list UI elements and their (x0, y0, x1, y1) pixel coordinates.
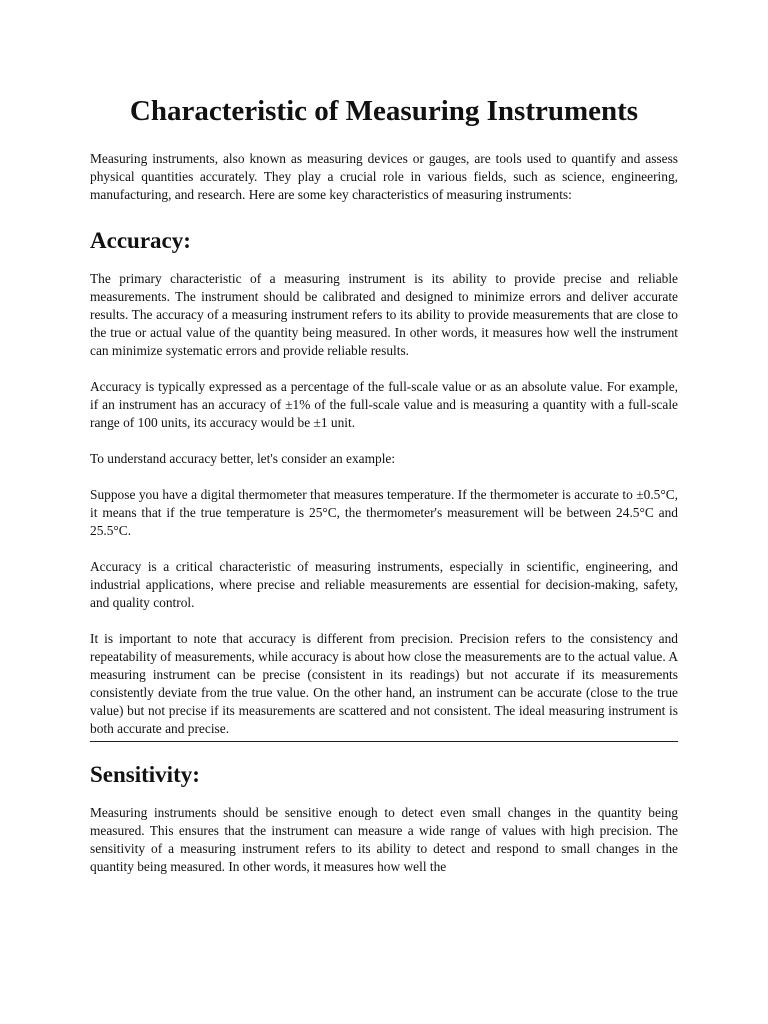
document-title: Characteristic of Measuring Instruments (129, 95, 639, 127)
accuracy-paragraph-5: Accuracy is a critical characteristic of measuring instruments, especially in scientific, engineering, and industrial applications, where precise and reliable measurements are essential for decision-making, safety, and quality control. (90, 559, 678, 610)
accuracy-paragraph-3: To understand accuracy better, let's consider an example: (90, 451, 396, 466)
section-heading-accuracy: Accuracy: (90, 228, 191, 253)
accuracy-paragraph-1: The primary characteristic of a measuring instrument is its ability to provide precise and reliable measurements. The instrument should be calibrated and designed to minimize errors and deliver accurate results. The accuracy of a measuring instrument refers to its ability to provide measurements that are close to the true or actual value of the quantity being measured. In other words, it measures how well the instrument can minimize systematic errors and provide reliable results. (90, 271, 678, 358)
accuracy-paragraph-2: Accuracy is typically expressed as a percentage of the full-scale value or as an absolute value. For example, if an instrument has an accuracy of ±1% of the full-scale value and is measuring a quantity with a full-scale range of 100 units, its accuracy would be ±1 unit. (90, 379, 678, 430)
accuracy-paragraph-4: Suppose you have a digital thermometer that measures temperature. If the thermometer is accurate to ±0.5°C, it means that if the true temperature is 25°C, the thermometer's measurement will be between 24.5°C and 25.5°C. (90, 487, 678, 538)
sensitivity-paragraph-1: Measuring instruments should be sensitive enough to detect even small changes in the quantity being measured. This ensures that the instrument can measure a wide range of values with high precision. The sensitivity of a measuring instrument refers to its ability to detect and respond to small changes in the quantity being measured. In other words, it measures how well the (90, 805, 678, 874)
accuracy-paragraph-6: It is important to note that accuracy is different from precision. Precision refers to the consistency and repeatability of measurements, while accuracy is about how close the measurements are to the actual value. A measuring instrument can be precise (consistent in its readings) but not accurate if its measurements consistently deviate from the true value. On the other hand, an instrument can be accurate (close to the true value) but not precise if its measurements are scattered and not consistent. The ideal measuring instrument is both accurate and precise. (90, 631, 678, 736)
section-divider (90, 741, 678, 742)
intro-paragraph: Measuring instruments, also known as measuring devices or gauges, are tools used to quantify and assess physical quantities accurately. They play a crucial role in various fields, such as science, engineering, manufacturing, and research. Here are some key characteristics of measuring instruments: (90, 151, 678, 202)
section-heading-sensitivity: Sensitivity: (90, 762, 200, 787)
